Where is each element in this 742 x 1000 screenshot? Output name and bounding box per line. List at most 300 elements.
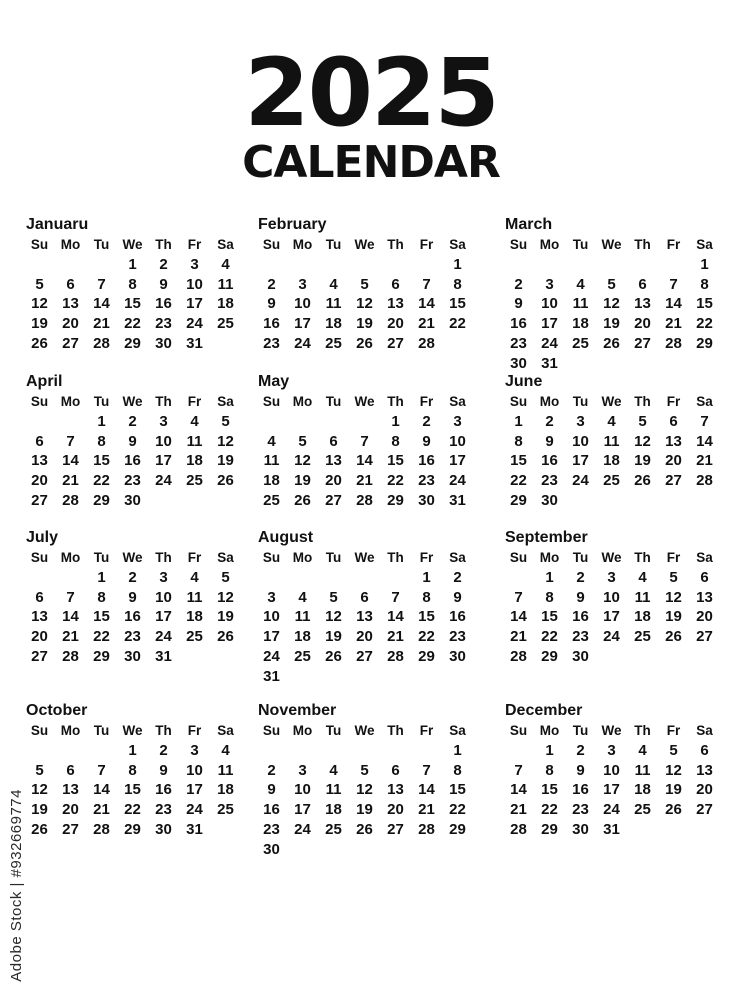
day-cell: 25 <box>186 472 203 490</box>
day-cell: 20 <box>31 628 48 646</box>
day-cell: 28 <box>510 820 527 838</box>
day-cell: 19 <box>217 452 234 470</box>
empty-day-cell <box>24 412 55 432</box>
day-cell: 23 <box>155 801 172 819</box>
month-day-grid <box>24 235 239 354</box>
weekday-header: Fr <box>419 394 434 409</box>
day-cell: 25 <box>217 801 234 819</box>
day-cell: 7 <box>66 588 75 606</box>
weekday-header: Sa <box>217 394 234 409</box>
day-cell: 6 <box>391 275 400 293</box>
day-cell: 14 <box>93 781 110 799</box>
weekday-header: Su <box>30 723 49 738</box>
weekday-header: Su <box>30 394 49 409</box>
day-cell: 18 <box>603 452 620 470</box>
month-may <box>256 372 471 511</box>
weekday-header: Tu <box>572 550 589 565</box>
empty-day-cell <box>24 568 55 588</box>
day-cell: 20 <box>665 452 682 470</box>
day-cell: 24 <box>186 315 203 333</box>
day-cell: 25 <box>572 334 589 352</box>
day-cell: 29 <box>124 820 141 838</box>
day-cell: 4 <box>638 568 647 586</box>
day-cell: 22 <box>93 472 110 490</box>
day-cell: 18 <box>186 608 203 626</box>
day-cell: 30 <box>541 491 558 509</box>
empty-day-cell <box>256 568 287 588</box>
day-cell: 5 <box>607 275 616 293</box>
day-cell: 20 <box>634 315 651 333</box>
day-cell: 11 <box>634 761 651 779</box>
day-cell: 10 <box>449 432 466 450</box>
day-cell: 26 <box>665 801 682 819</box>
day-cell: 26 <box>31 820 48 838</box>
weekday-header: Fr <box>666 723 681 738</box>
day-cell: 17 <box>186 781 203 799</box>
day-cell: 14 <box>356 452 373 470</box>
weekday-header: Su <box>262 723 281 738</box>
weekday-header: Tu <box>572 394 589 409</box>
day-cell: 23 <box>124 472 141 490</box>
day-cell: 18 <box>294 628 311 646</box>
empty-day-cell <box>503 741 534 761</box>
day-cell: 17 <box>155 452 172 470</box>
day-cell: 22 <box>449 315 466 333</box>
day-cell: 6 <box>329 432 338 450</box>
day-cell: 5 <box>360 761 369 779</box>
day-cell: 3 <box>607 568 616 586</box>
day-cell: 7 <box>422 761 431 779</box>
day-cell: 7 <box>97 275 106 293</box>
day-cell: 19 <box>325 628 342 646</box>
day-cell: 30 <box>449 647 466 665</box>
day-cell: 20 <box>31 472 48 490</box>
day-cell: 29 <box>387 491 404 509</box>
day-cell: 17 <box>603 781 620 799</box>
month-name: July <box>26 529 59 546</box>
weekday-header: Th <box>387 237 404 252</box>
day-cell: 23 <box>155 315 172 333</box>
day-cell: 1 <box>453 255 462 273</box>
weekday-header: Tu <box>572 237 589 252</box>
day-cell: 9 <box>267 781 276 799</box>
empty-day-cell <box>411 255 442 275</box>
day-cell: 27 <box>31 647 48 665</box>
day-cell: 28 <box>665 334 682 352</box>
day-cell: 22 <box>541 801 558 819</box>
day-cell: 1 <box>97 568 106 586</box>
empty-day-cell <box>318 255 349 275</box>
month-july <box>24 528 239 667</box>
empty-day-cell <box>24 255 55 275</box>
day-cell: 30 <box>124 647 141 665</box>
weekday-header: Sa <box>217 550 234 565</box>
day-cell: 20 <box>62 801 79 819</box>
day-cell: 3 <box>576 412 585 430</box>
weekday-header: Mo <box>60 723 81 738</box>
day-cell: 22 <box>449 801 466 819</box>
empty-day-cell <box>55 741 86 761</box>
day-cell: 8 <box>545 588 554 606</box>
day-cell: 24 <box>449 472 466 490</box>
day-cell: 16 <box>572 781 589 799</box>
weekday-header: Su <box>30 237 49 252</box>
day-cell: 25 <box>634 628 651 646</box>
weekday-header: Sa <box>217 723 234 738</box>
day-cell: 4 <box>329 275 338 293</box>
day-cell: 10 <box>155 432 172 450</box>
day-cell: 5 <box>35 275 44 293</box>
weekday-header: We <box>601 237 622 252</box>
weekday-header: We <box>354 237 375 252</box>
day-cell: 1 <box>422 568 431 586</box>
day-cell: 25 <box>634 801 651 819</box>
day-cell: 27 <box>387 820 404 838</box>
weekday-header: Th <box>387 394 404 409</box>
day-cell: 9 <box>267 295 276 313</box>
day-cell: 23 <box>510 334 527 352</box>
day-cell: 13 <box>696 588 713 606</box>
day-cell: 26 <box>356 820 373 838</box>
weekday-header: Fr <box>666 237 681 252</box>
empty-day-cell <box>658 255 689 275</box>
day-cell: 18 <box>217 295 234 313</box>
day-cell: 27 <box>356 647 373 665</box>
weekday-header: Th <box>155 723 172 738</box>
empty-day-cell <box>380 568 411 588</box>
weekday-header: Su <box>509 723 528 738</box>
weekday-header: Fr <box>666 550 681 565</box>
day-cell: 10 <box>294 295 311 313</box>
day-cell: 29 <box>696 334 713 352</box>
day-cell: 14 <box>93 295 110 313</box>
weekday-header: We <box>354 550 375 565</box>
day-cell: 3 <box>190 741 199 759</box>
day-cell: 17 <box>155 608 172 626</box>
day-cell: 25 <box>603 472 620 490</box>
day-cell: 28 <box>62 647 79 665</box>
day-cell: 26 <box>603 334 620 352</box>
day-cell: 6 <box>66 761 75 779</box>
day-cell: 7 <box>360 432 369 450</box>
month-name: August <box>258 529 314 546</box>
month-june <box>503 372 718 511</box>
empty-day-cell <box>380 255 411 275</box>
day-cell: 10 <box>572 432 589 450</box>
day-cell: 16 <box>510 315 527 333</box>
day-cell: 16 <box>124 608 141 626</box>
day-cell: 29 <box>541 820 558 838</box>
weekday-header: We <box>122 723 143 738</box>
calendar-subtitle: CALENDAR <box>242 137 500 188</box>
day-cell: 2 <box>422 412 431 430</box>
day-cell: 18 <box>263 472 280 490</box>
day-cell: 13 <box>665 432 682 450</box>
day-cell: 11 <box>217 761 234 779</box>
weekday-header: Sa <box>449 394 466 409</box>
day-cell: 16 <box>541 452 558 470</box>
day-cell: 12 <box>31 295 48 313</box>
day-cell: 5 <box>35 761 44 779</box>
day-cell: 7 <box>514 588 523 606</box>
day-cell: 20 <box>696 608 713 626</box>
weekday-header: We <box>601 723 622 738</box>
day-cell: 24 <box>155 472 172 490</box>
day-cell: 6 <box>391 761 400 779</box>
day-cell: 16 <box>572 608 589 626</box>
day-cell: 29 <box>510 491 527 509</box>
day-cell: 26 <box>356 334 373 352</box>
empty-day-cell <box>411 741 442 761</box>
weekday-header: Su <box>262 394 281 409</box>
day-cell: 15 <box>93 452 110 470</box>
weekday-header: Mo <box>292 394 313 409</box>
day-cell: 20 <box>62 315 79 333</box>
month-name: September <box>505 529 588 546</box>
weekday-header: Mo <box>60 550 81 565</box>
day-cell: 15 <box>449 295 466 313</box>
weekday-header: Mo <box>60 394 81 409</box>
day-cell: 7 <box>66 432 75 450</box>
empty-day-cell <box>380 741 411 761</box>
day-cell: 16 <box>155 295 172 313</box>
day-cell: 2 <box>576 568 585 586</box>
day-cell: 11 <box>325 295 342 313</box>
day-cell: 27 <box>696 801 713 819</box>
day-cell: 6 <box>66 275 75 293</box>
day-cell: 21 <box>356 472 373 490</box>
day-cell: 28 <box>62 491 79 509</box>
month-day-grid <box>503 235 718 374</box>
weekday-header: Th <box>387 550 404 565</box>
day-cell: 1 <box>453 741 462 759</box>
day-cell: 1 <box>545 741 554 759</box>
weekday-header: Fr <box>187 237 202 252</box>
day-cell: 1 <box>700 255 709 273</box>
empty-day-cell <box>349 741 380 761</box>
stock-watermark: Adobe Stock | #932669774 <box>8 789 25 982</box>
month-day-grid <box>503 721 718 840</box>
day-cell: 2 <box>128 568 137 586</box>
day-cell: 15 <box>541 781 558 799</box>
day-cell: 7 <box>422 275 431 293</box>
day-cell: 16 <box>124 452 141 470</box>
day-cell: 25 <box>186 628 203 646</box>
day-cell: 22 <box>541 628 558 646</box>
empty-day-cell <box>55 255 86 275</box>
day-cell: 5 <box>669 741 678 759</box>
weekday-header: We <box>122 394 143 409</box>
empty-day-cell <box>318 568 349 588</box>
day-cell: 19 <box>217 608 234 626</box>
month-december <box>503 701 718 840</box>
day-cell: 17 <box>294 315 311 333</box>
day-cell: 31 <box>263 667 280 685</box>
month-name: March <box>505 216 553 233</box>
day-cell: 12 <box>665 761 682 779</box>
day-cell: 19 <box>665 781 682 799</box>
day-cell: 10 <box>294 781 311 799</box>
day-cell: 21 <box>62 628 79 646</box>
weekday-header: Tu <box>325 237 342 252</box>
day-cell: 4 <box>638 741 647 759</box>
day-cell: 5 <box>360 275 369 293</box>
day-cell: 29 <box>418 647 435 665</box>
empty-day-cell <box>565 255 596 275</box>
month-name: October <box>26 702 88 719</box>
day-cell: 2 <box>576 741 585 759</box>
day-cell: 20 <box>356 628 373 646</box>
day-cell: 17 <box>541 315 558 333</box>
day-cell: 9 <box>159 275 168 293</box>
day-cell: 2 <box>267 275 276 293</box>
day-cell: 24 <box>186 801 203 819</box>
day-cell: 16 <box>263 315 280 333</box>
day-cell: 23 <box>541 472 558 490</box>
day-cell: 6 <box>35 588 44 606</box>
weekday-header: Su <box>262 237 281 252</box>
month-name: November <box>258 702 337 719</box>
empty-day-cell <box>349 568 380 588</box>
day-cell: 10 <box>155 588 172 606</box>
day-cell: 8 <box>453 275 462 293</box>
day-cell: 18 <box>186 452 203 470</box>
day-cell: 4 <box>607 412 616 430</box>
weekday-header: Su <box>509 237 528 252</box>
day-cell: 11 <box>217 275 234 293</box>
day-cell: 24 <box>603 801 620 819</box>
month-october <box>24 701 239 840</box>
day-cell: 9 <box>576 588 585 606</box>
day-cell: 27 <box>31 491 48 509</box>
day-cell: 28 <box>418 820 435 838</box>
day-cell: 5 <box>669 568 678 586</box>
month-march <box>503 215 718 374</box>
day-cell: 6 <box>638 275 647 293</box>
empty-day-cell <box>24 741 55 761</box>
day-cell: 16 <box>263 801 280 819</box>
weekday-header: Sa <box>217 237 234 252</box>
day-cell: 27 <box>62 334 79 352</box>
day-cell: 15 <box>387 452 404 470</box>
day-cell: 8 <box>128 761 137 779</box>
day-cell: 3 <box>607 741 616 759</box>
day-cell: 27 <box>634 334 651 352</box>
weekday-header: Su <box>509 550 528 565</box>
empty-day-cell <box>349 255 380 275</box>
day-cell: 11 <box>294 608 311 626</box>
day-cell: 28 <box>418 334 435 352</box>
weekday-header: Su <box>30 550 49 565</box>
day-cell: 14 <box>418 295 435 313</box>
day-cell: 28 <box>93 334 110 352</box>
weekday-header: Th <box>155 237 172 252</box>
day-cell: 9 <box>545 432 554 450</box>
day-cell: 30 <box>572 647 589 665</box>
month-name: December <box>505 702 583 719</box>
weekday-header: Tu <box>325 550 342 565</box>
day-cell: 30 <box>263 840 280 858</box>
day-cell: 20 <box>387 315 404 333</box>
weekday-header: We <box>122 550 143 565</box>
day-cell: 15 <box>124 295 141 313</box>
day-cell: 3 <box>267 588 276 606</box>
day-cell: 13 <box>387 295 404 313</box>
empty-day-cell <box>287 568 318 588</box>
empty-day-cell <box>503 255 534 275</box>
day-cell: 17 <box>572 452 589 470</box>
weekday-header: Tu <box>93 394 110 409</box>
month-day-grid <box>256 235 471 354</box>
day-cell: 8 <box>700 275 709 293</box>
weekday-header: Th <box>634 550 651 565</box>
day-cell: 12 <box>325 608 342 626</box>
empty-day-cell <box>627 255 658 275</box>
day-cell: 2 <box>514 275 523 293</box>
month-name: May <box>258 373 290 390</box>
day-cell: 26 <box>325 647 342 665</box>
calendar-year-title: 2025 <box>244 39 498 148</box>
weekday-header: Sa <box>449 723 466 738</box>
day-cell: 14 <box>510 781 527 799</box>
day-cell: 17 <box>449 452 466 470</box>
day-cell: 9 <box>453 588 462 606</box>
day-cell: 12 <box>634 432 651 450</box>
day-cell: 28 <box>93 820 110 838</box>
day-cell: 1 <box>545 568 554 586</box>
day-cell: 13 <box>696 761 713 779</box>
day-cell: 10 <box>603 588 620 606</box>
day-cell: 9 <box>128 588 137 606</box>
day-cell: 7 <box>97 761 106 779</box>
day-cell: 1 <box>128 741 137 759</box>
empty-day-cell <box>503 568 534 588</box>
weekday-header: Fr <box>187 550 202 565</box>
day-cell: 14 <box>418 781 435 799</box>
day-cell: 24 <box>603 628 620 646</box>
month-day-grid <box>503 392 718 511</box>
day-cell: 9 <box>128 432 137 450</box>
weekday-header: We <box>601 394 622 409</box>
month-april <box>24 372 239 511</box>
day-cell: 11 <box>634 588 651 606</box>
day-cell: 22 <box>387 472 404 490</box>
empty-day-cell <box>55 568 86 588</box>
day-cell: 2 <box>545 412 554 430</box>
day-cell: 14 <box>62 608 79 626</box>
day-cell: 19 <box>31 801 48 819</box>
day-cell: 20 <box>325 472 342 490</box>
month-name: Januaru <box>26 216 89 233</box>
day-cell: 8 <box>514 432 523 450</box>
day-cell: 20 <box>387 801 404 819</box>
day-cell: 14 <box>62 452 79 470</box>
day-cell: 8 <box>97 588 106 606</box>
weekday-header: Sa <box>696 550 713 565</box>
day-cell: 5 <box>221 568 230 586</box>
day-cell: 19 <box>603 315 620 333</box>
weekday-header: We <box>354 723 375 738</box>
day-cell: 24 <box>572 472 589 490</box>
weekday-header: Tu <box>325 723 342 738</box>
day-cell: 28 <box>510 647 527 665</box>
day-cell: 26 <box>634 472 651 490</box>
month-august <box>256 528 471 687</box>
day-cell: 1 <box>514 412 523 430</box>
day-cell: 5 <box>221 412 230 430</box>
month-february <box>256 215 471 354</box>
month-name: February <box>258 216 327 233</box>
